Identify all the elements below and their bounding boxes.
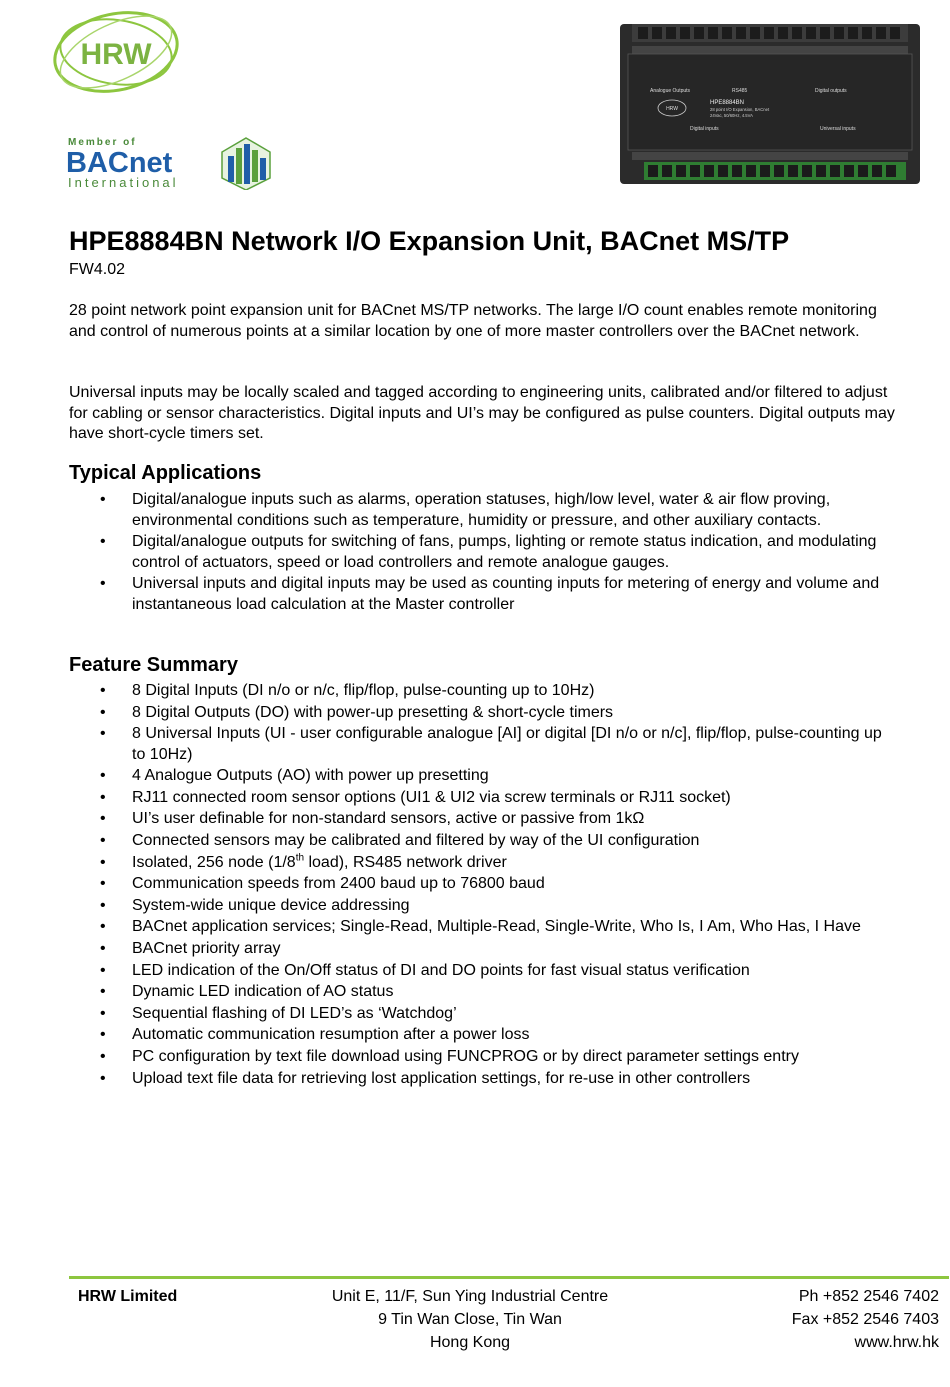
bacnet-logo xyxy=(66,134,276,190)
list-item: • 8 Digital Inputs (DI n/o or n/c, flip/flop, pulse-counting up to 10Hz) xyxy=(69,681,899,702)
list-item: • Digital/analogue outputs for switching of fans, pumps, lighting or remote status indication, and modulating control of actuators, speed or load controllers and remote analogue gauges. xyxy=(100,533,877,571)
list-item: • Automatic communication resumption after a power loss xyxy=(69,1025,899,1046)
firmware-version: FW4.02 xyxy=(69,261,126,278)
footer-company: HRW Limited xyxy=(78,1288,178,1305)
bullet-icon: • xyxy=(100,1004,106,1022)
bullet-icon: • xyxy=(100,491,106,508)
list-item: • Connected sensors may be calibrated and filtered by way of the UI configuration xyxy=(69,831,899,852)
list-item-isolated: • Isolated, 256 node (1/8th load), RS485 network driver xyxy=(69,853,899,874)
list-item: • BACnet priority array xyxy=(69,939,899,960)
footer-divider xyxy=(69,1276,949,1279)
bullet-icon: • xyxy=(100,961,106,979)
bullet-icon: • xyxy=(100,940,106,958)
footer-address: Unit E, 11/F, Sun Ying Industrial Centre 9 Tin Wan Close, Tin Wan Hong Kong xyxy=(331,1288,609,1351)
bacnet-member-of: Member of xyxy=(68,137,137,148)
list-item: • LED indication of the On/Off status of DI and DO points for fast visual status verification xyxy=(69,961,899,982)
product-label-rs485: RS485 xyxy=(732,88,748,94)
product-label-do: Digital outputs xyxy=(815,88,847,94)
product-label-ao: Analogue Outputs xyxy=(650,88,691,94)
bullet-icon: • xyxy=(100,682,106,699)
list-item: • Universal inputs and digital inputs may be used as counting inputs for metering of energy and volume and instantaneous load calculation at the Master controller xyxy=(100,575,880,613)
bullet-icon: • xyxy=(100,1026,106,1044)
bullet-icon: • xyxy=(100,767,106,785)
intro-paragraph-2: Universal inputs may be locally scaled and tagged according to engineering units, calibrated and/or filtered to adjust for cabling or sensor characteristics. Digital inputs and UI’s may be configured as pulse counters. Digital outputs may have short-cycle timers set. xyxy=(69,384,895,442)
page-title: HPE8884BN Network I/O Expansion Unit, BACnet MS/TP xyxy=(69,226,790,256)
bacnet-name: BACnet xyxy=(66,147,173,179)
hrw-logo-text: HRW xyxy=(80,38,152,71)
bullet-icon: • xyxy=(100,1048,106,1065)
list-item: • PC configuration by text file download using FUNCPROG or by direct parameter settings entry xyxy=(69,1047,899,1068)
footer-phone: Ph +852 2546 7402 xyxy=(798,1288,939,1305)
list-item: • Communication speeds from 2400 baud up to 76800 baud xyxy=(69,874,899,895)
product-model-label: HPE8884BN xyxy=(710,100,745,106)
list-item: • Dynamic LED indication of AO status xyxy=(69,982,899,1003)
bullet-icon: • xyxy=(100,533,106,550)
bullet-icon: • xyxy=(100,1069,106,1087)
list-item: • BACnet application services; Single-Read, Multiple-Read, Single-Write, Who Is, I Am, Who Has, I Have xyxy=(69,917,899,938)
applications-list xyxy=(69,490,899,616)
list-item: • UI’s user definable for non-standard sensors, active or passive from 1kΩ xyxy=(69,809,899,830)
features-heading: Feature Summary xyxy=(69,654,238,676)
list-item: • 8 Digital Outputs (DO) with power-up presetting & short-cycle timers xyxy=(69,703,899,724)
features-list xyxy=(69,681,899,1090)
footer-fax: Fax +852 2546 7403 xyxy=(791,1311,939,1328)
bacnet-globe-icon xyxy=(222,138,270,190)
bullet-icon: • xyxy=(100,853,106,871)
bottom-terminal-strip xyxy=(644,162,906,180)
bullet-icon: • xyxy=(100,703,106,721)
bullet-icon: • xyxy=(100,896,106,914)
bullet-icon: • xyxy=(100,983,106,1001)
applications-heading: Typical Applications xyxy=(69,462,262,484)
product-subtitle-2: 24Vac, 50/60Hz, 4.5VA xyxy=(710,113,753,118)
bullet-icon: • xyxy=(100,832,106,850)
top-terminal-strip xyxy=(632,24,908,42)
bullet-icon: • xyxy=(100,810,106,828)
bullet-icon: • xyxy=(100,788,106,806)
list-item: • 4 Analogue Outputs (AO) with power up presetting xyxy=(69,766,899,787)
footer-contact xyxy=(792,1285,939,1354)
product-label-di: Digital inputs xyxy=(690,126,719,132)
list-item: • 8 Universal Inputs (UI - user configurable analogue [AI] or digital [DI n/o or n/c], flip/flop, pulse-counting up to 10Hz) xyxy=(100,725,882,763)
product-brand-badge: HRW xyxy=(666,106,678,112)
bullet-icon: • xyxy=(100,575,106,592)
list-item: • RJ11 connected room sensor options (UI1 & UI2 via screw terminals or RJ11 socket) xyxy=(69,788,899,809)
product-subtitle-1: 28 point I/O Expansion, BACnet xyxy=(710,107,770,112)
product-photo xyxy=(620,24,920,184)
bullet-icon: • xyxy=(100,725,106,743)
list-item: • Sequential flashing of DI LED’s as ‘Watchdog’ xyxy=(69,1004,899,1025)
bullet-icon: • xyxy=(100,918,106,936)
list-item: • Upload text file data for retrieving lost application settings, for re-use in other controllers xyxy=(69,1069,899,1090)
bullet-icon: • xyxy=(100,875,106,893)
intro-paragraph-1: 28 point network point expansion unit for BACnet MS/TP networks. The large I/O count enables remote monitoring and control of numerous points at a similar location by one of more master controllers over the BACnet network. xyxy=(69,302,877,340)
list-item: • Digital/analogue inputs such as alarms, operation statuses, high/low level, water & air flow proving, environmental conditions such as temperature, humidity or pressure, and other auxiliary contacts. xyxy=(100,491,831,529)
hrw-logo xyxy=(48,6,184,98)
footer-website-link[interactable]: www.hrw.hk xyxy=(854,1334,939,1351)
bacnet-international: International xyxy=(68,175,179,190)
list-item: • System-wide unique device addressing xyxy=(69,896,899,917)
product-label-ui: Universal inputs xyxy=(820,126,856,132)
